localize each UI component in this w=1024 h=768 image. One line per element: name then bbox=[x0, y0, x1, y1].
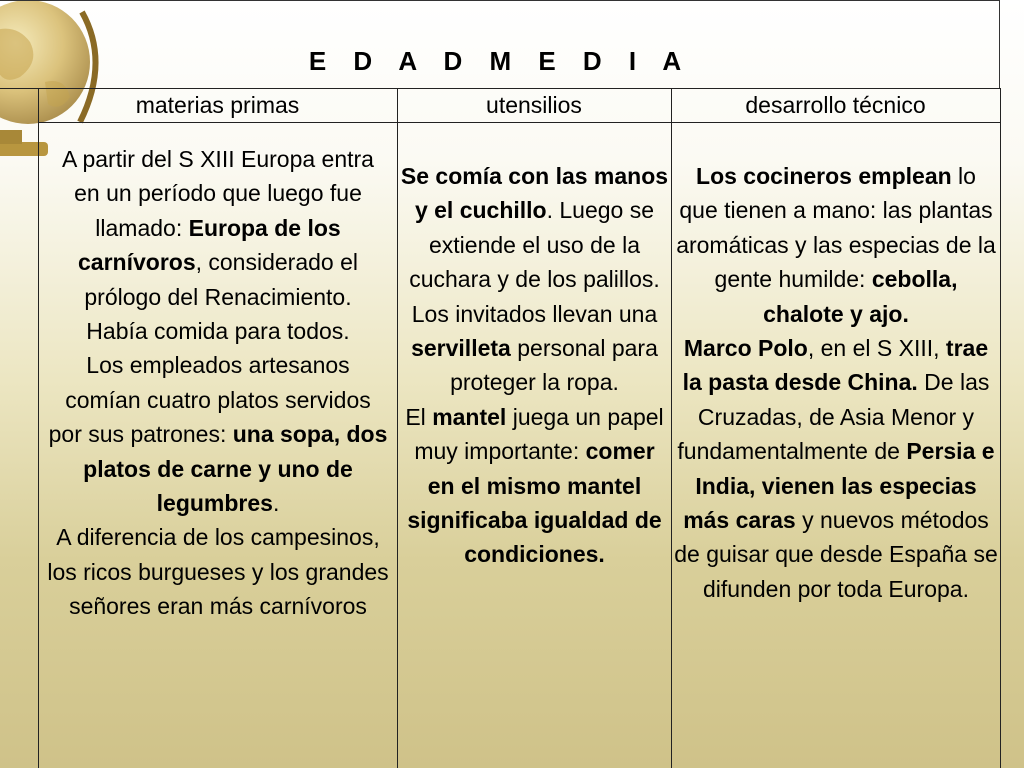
text-run: . bbox=[272, 490, 280, 517]
text-run: . Luego se extiende el uso de la cuchara y de los palillos. bbox=[409, 197, 660, 293]
text-run: , considerado el prólogo del Renacimiento. bbox=[84, 249, 358, 310]
header-desarrollo-tecnico: desarrollo técnico bbox=[745, 91, 926, 118]
content-table bbox=[38, 88, 1001, 768]
text-run: A diferencia de los campesinos, los ricos burgueses y los grandes señores eran más carnívoros bbox=[47, 524, 389, 620]
text-run: personal para proteger la ropa. bbox=[450, 335, 658, 396]
text-run: comer en el mismo mantel significaba igualdad de condiciones. bbox=[407, 438, 662, 568]
cell-desarrollo-tecnico bbox=[672, 159, 1000, 606]
text-run: El bbox=[405, 403, 433, 430]
text-run: A partir del S XIII Europa entra en un período que luego fue llamado: bbox=[62, 146, 374, 241]
header-utensilios: utensilios bbox=[486, 91, 582, 118]
header-materias-primas: materias primas bbox=[135, 91, 300, 118]
header-bottom-border bbox=[38, 122, 1001, 123]
text-run: trae la pasta desde China. bbox=[682, 335, 989, 396]
cell-utensilios bbox=[398, 159, 671, 572]
text-run: Los cocineros emplean bbox=[696, 163, 952, 189]
text-run: Los invitados llevan una bbox=[411, 300, 658, 327]
text-run: lo que tienen a mano: las plantas aromáticas y las especias de la gente humilde: bbox=[676, 163, 996, 293]
text-run: Europa de los carnívoros bbox=[78, 214, 341, 276]
text-run: mantel bbox=[432, 403, 507, 430]
text-run: y nuevos métodos de guisar que desde España se difunden por toda Europa. bbox=[674, 507, 998, 602]
text-run: cebolla, chalote y ajo. bbox=[763, 266, 958, 327]
text-run: , en el S XIII, bbox=[807, 335, 946, 362]
table-right-border bbox=[1000, 88, 1001, 768]
text-run: Se comía con las manos y el cuchillo bbox=[400, 163, 669, 224]
text-run: Los empleados artesanos comían cuatro platos servidos por sus patrones: bbox=[48, 352, 371, 448]
cell-materias-primas bbox=[39, 142, 397, 624]
page-title: E D A D M E D I A bbox=[308, 46, 692, 76]
text-run: De las Cruzadas, de Asia Menor y fundamentalmente de bbox=[677, 369, 990, 465]
text-run: una sopa, dos platos de carne y uno de legumbres bbox=[83, 421, 388, 517]
text-run: Había comida para todos. bbox=[86, 318, 350, 345]
text-run: Marco Polo bbox=[683, 335, 808, 362]
text-run: servilleta bbox=[411, 335, 511, 362]
text-run: juega un papel muy importante: bbox=[414, 403, 664, 465]
text-run: Persia e India, vienen las especias más caras bbox=[683, 438, 995, 534]
